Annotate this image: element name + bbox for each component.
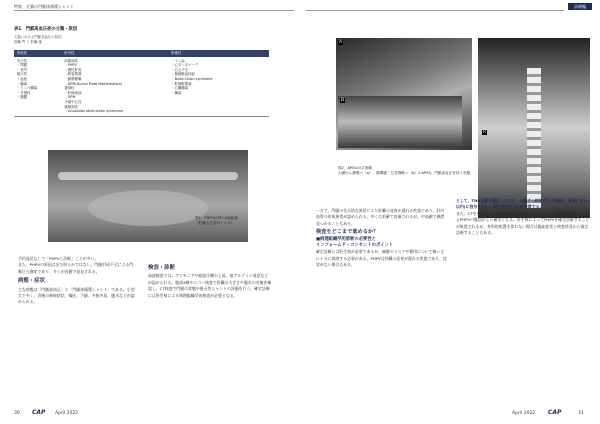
table-cell: 前類洞性 ・PHPV ・慢性肝炎 ・胆管閉塞 ・動静脈瘻 ・DPM(Ductal Plate Malformation) 類洞性 ・肝線維症 ・DPM 小葉中心性 後類洞性 ・sinusoidal obstruction syndrome [61,57,168,117]
table-header-cell: 肝後性 [168,50,269,57]
table-header-row [14,50,269,57]
magazine-logo-right: CAP [548,409,562,416]
table-cell: 先天性 ・閉鎖 ・狭窄 後天性 ・血栓 ・腫瘍 ・リンパ腫瘍 ・外傷性 ・腹膜 [14,57,61,117]
issue-date-right: April 2022 [512,411,536,416]
paragraph: 血液検査では、アンモニアや総胆汁酸の上昇、低アルブミン血症などが認められる。腹部X線やエコー検査で肝臓の大きさや腹水の有無を確認し、CT検査で門脈の状態や後天性シャントの評価を行う。確定診断には肝生検による病理組織学的検査が必要となる。 [148,273,272,298]
section-heading: 検査・診断 [148,265,175,271]
xray-spine-shape [58,172,238,180]
classification-table [14,50,269,117]
ct-image-coronal [478,38,590,218]
highlight-paragraph: として、THB全量を測定したのち、少量ずつ検討(例えば最低、直後に約1h以内)に投与を行い、副作用が出ないか注意する。 [456,198,589,210]
table-header-cell: 肝前性 [14,50,61,57]
text-column-4 [456,198,592,236]
table-note-line: 犬猫における門脈高血圧の原因 [14,35,62,39]
ct-spine-shape [527,68,541,208]
paragraph: 一方で、門脈の先天的な異常により肝臓の発育が遅れる疾患であり、肝内血管の形成異常が認められる。多くは若齢で診断されるが、中高齢で偶然見つかることもある。 [316,208,445,226]
issue-date-left: April 2022 [55,411,79,416]
table-caption: 表1．門脈高血圧症の分類・原因 [14,27,78,32]
sub-heading: ■病理組織学的診断の必要性と インフォームド・コンセントのポイント [316,237,394,249]
figure1-caption: 図1．PHPV症例のX線画像 （肝腫大を認めている） [195,216,238,225]
paragraph: 予約発見なしで「PHPVと診断」ことが多い。 [18,256,99,261]
running-header-left: 特集 犬猫の門脈体循環シャント [14,4,74,9]
table-note [14,34,61,44]
figure2-caption: 図2．APSSのCT画像 大網から静脈へ（a）、腸間膜・左奇静脈へ（b）のAPSS。門脈高血圧を伴う状態 [338,166,471,175]
header-rule-right [306,10,564,11]
ct-image-b [338,96,462,148]
panel-label-a: A [339,40,343,45]
xray-abdomen-shape [88,190,208,226]
section-badge: 診療編 [568,3,592,10]
table-header-cell: 肝内性 [61,50,168,57]
panel-label-b: B [341,98,345,103]
section-heading: 検査をどこまで進めるか？ [316,229,379,236]
page-number-left: 30 [14,411,20,416]
table-cell: ・うっ血 ・心タンポナーデ ・右心不全 ・肺動脈血栓症 ・Budd-Chiari syndrome ・肝静脈閉塞 ・心臓腫瘍 ・腫瘍 [168,57,269,117]
text-column-1 [18,256,136,306]
table-row [14,57,269,117]
magazine-logo-left: CAP [32,409,46,416]
text-column-3 [316,208,448,268]
text-column-2 [148,262,272,299]
panel-label-r: R [483,130,487,135]
paragraph: 主な病態は「門脈高血圧」と「門脈体循環シャント」である。小型犬で多く、食後の神経症状、嘔吐、下痢、多飲多尿、腹水などが認められる。 [18,286,135,305]
table-sub-line: 肝臓 門 と 肝臓 後 [14,40,43,44]
section-heading: 病態・症状 [18,278,45,285]
paragraph: 確定診断には肝生検が必要であるが、麻酔のリスクや費用について飼い主に十分に説明する必要がある。PHPVは肝臓の発育が遅れる疾患であり、症状がない場合もある。 [316,249,447,268]
header-rule-left [14,10,294,11]
page-number-right: 31 [578,411,584,416]
xray-image [48,150,248,242]
paragraph: また、CTを中心とした画像診断を併用することにより、門脈体循環シャントとPHPVの鑑別がより確実となる。肝生検によってPHPVを確定診断することが推奨されるが、外科的処置を伴わない場合は臨床症状と検査所見から推定診断することもある。 [456,210,590,236]
paragraph: また、PHPVの原因はまだ明らかではない。門脈形成不全による門脈圧亢進症であり、多くが若齢で発見される。 [18,262,134,274]
